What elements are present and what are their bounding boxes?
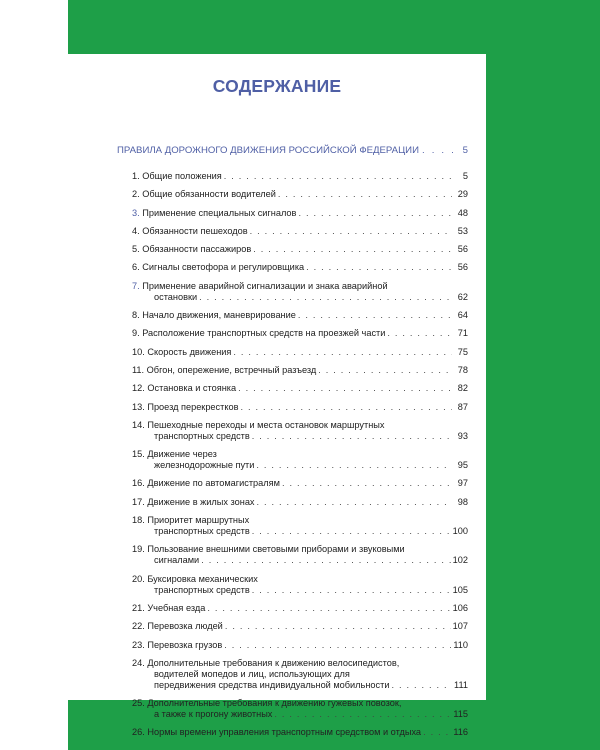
item-number: 5. xyxy=(132,244,140,255)
item-title-continuation: а также к прогону животных xyxy=(154,709,273,720)
item-page: 102 xyxy=(452,555,468,566)
item-title: Учебная езда xyxy=(147,602,206,613)
dot-leader xyxy=(257,497,452,508)
toc-item-17[interactable] xyxy=(132,497,468,508)
item-title: Перевозка людей xyxy=(147,621,223,632)
toc-item-11[interactable] xyxy=(132,365,468,376)
item-title-continuation: транспортных средств xyxy=(154,526,250,537)
toc-item-8[interactable] xyxy=(132,310,468,321)
dot-leader xyxy=(252,431,452,442)
item-page: 111 xyxy=(454,679,468,690)
item-title: Начало движения, маневрирование xyxy=(142,310,296,321)
green-frame-top xyxy=(68,0,486,54)
toc-item-5[interactable] xyxy=(132,244,468,255)
toc-section-heading[interactable] xyxy=(117,145,468,156)
dot-leader xyxy=(278,189,452,200)
dot-leader xyxy=(387,328,452,339)
item-number: 23. xyxy=(132,639,145,650)
item-title-continuation: водителей мопедов и лиц, использующих для xyxy=(154,668,350,679)
dot-leader xyxy=(238,383,452,394)
toc-item-25[interactable] xyxy=(132,698,468,720)
item-number: 21. xyxy=(132,602,145,613)
item-title: Расположение транспортных средств на проезжей части xyxy=(142,328,386,339)
item-number: 4. xyxy=(132,225,140,236)
dot-leader xyxy=(224,171,452,182)
dot-leader xyxy=(201,555,450,566)
dot-leader xyxy=(233,347,452,358)
item-title: Применение аварийной сигнализации и знака аварийной xyxy=(142,280,388,291)
dot-leader xyxy=(391,680,452,691)
dot-leader xyxy=(207,603,450,614)
dot-leader xyxy=(224,640,451,651)
toc-item-20[interactable] xyxy=(132,574,468,596)
toc-item-9[interactable] xyxy=(132,328,468,339)
item-number: 9. xyxy=(132,328,140,339)
toc-item-16[interactable] xyxy=(132,478,468,489)
item-number: 20. xyxy=(132,573,145,584)
dot-leader xyxy=(422,145,456,156)
item-number: 8. xyxy=(132,310,140,321)
item-page: 78 xyxy=(457,364,468,375)
item-title: Скорость движения xyxy=(147,346,232,357)
item-page: 56 xyxy=(457,262,468,273)
item-title: Общие обязанности водителей xyxy=(142,189,276,200)
dot-leader xyxy=(250,226,452,237)
toc-item-10[interactable] xyxy=(132,347,468,358)
toc-item-19[interactable] xyxy=(132,544,468,566)
item-page: 87 xyxy=(457,401,468,412)
item-title: Применение специальных сигналов xyxy=(142,207,297,218)
item-title: Нормы времени управления транспортным средством и отдыха xyxy=(147,727,422,738)
toc-item-3[interactable] xyxy=(132,208,468,219)
item-page: 106 xyxy=(452,602,468,613)
dot-leader xyxy=(253,244,452,255)
dot-leader xyxy=(423,727,451,738)
dot-leader xyxy=(199,292,452,303)
item-title: Общие положения xyxy=(142,171,222,181)
toc-item-14[interactable] xyxy=(132,420,468,442)
green-frame-right xyxy=(486,0,600,750)
dot-leader xyxy=(240,402,452,413)
dot-leader xyxy=(252,585,451,596)
item-number: 15. xyxy=(132,449,145,460)
item-number: 1. xyxy=(132,171,140,181)
item-page: 71 xyxy=(457,328,468,339)
toc-item-7[interactable] xyxy=(132,281,468,303)
item-number: 3. xyxy=(132,207,140,218)
item-title-continuation: сигналами xyxy=(154,555,200,566)
toc-item-22[interactable] xyxy=(132,621,468,632)
dot-leader xyxy=(282,478,452,489)
section-label: ПРАВИЛА ДОРОЖНОГО ДВИЖЕНИЯ РОССИЙСКОЙ ФЕДЕРАЦИИ xyxy=(117,145,419,156)
item-title: Дополнительные требования к движению гужевых повозок, xyxy=(147,698,402,709)
item-page: 56 xyxy=(457,244,468,255)
item-title: Буксировка механических xyxy=(147,573,258,584)
item-number: 7. xyxy=(132,280,140,291)
item-title: Движение через xyxy=(147,449,217,460)
item-number: 14. xyxy=(132,419,145,430)
dot-leader xyxy=(225,621,451,632)
item-page: 107 xyxy=(452,621,468,632)
item-number: 19. xyxy=(132,544,145,555)
item-number: 13. xyxy=(132,401,145,412)
dot-leader xyxy=(306,262,452,273)
item-title: Пешеходные переходы и места остановок маршрутных xyxy=(147,419,385,430)
item-page: 48 xyxy=(457,207,468,218)
item-title: Обгон, опережение, встречный разъезд xyxy=(146,364,317,375)
item-title: Приоритет маршрутных xyxy=(147,515,250,526)
item-title: Движение по автомагистралям xyxy=(147,478,280,489)
item-number: 16. xyxy=(132,478,145,489)
item-number: 24. xyxy=(132,657,145,668)
item-title-continuation: транспортных средств xyxy=(154,430,250,441)
toc-item-6[interactable] xyxy=(132,262,468,273)
item-page: 82 xyxy=(457,383,468,394)
item-page: 97 xyxy=(457,478,468,489)
item-page: 115 xyxy=(453,709,468,720)
item-page: 53 xyxy=(457,225,468,236)
toc-item-24[interactable] xyxy=(132,658,468,691)
item-page: 93 xyxy=(457,430,468,441)
item-title: Обязанности пешеходов xyxy=(142,225,248,236)
item-page: 62 xyxy=(457,291,468,302)
item-title-continuation: транспортных средств xyxy=(154,584,250,595)
item-number: 17. xyxy=(132,496,145,507)
item-number: 11. xyxy=(132,364,145,375)
toc-list xyxy=(132,171,468,746)
item-number: 22. xyxy=(132,621,145,632)
item-page: 5 xyxy=(462,171,468,181)
item-title: Перевозка грузов xyxy=(147,639,223,650)
toc-item-26[interactable] xyxy=(132,727,468,738)
toc-item-2[interactable] xyxy=(132,189,468,200)
item-title: Сигналы светофора и регулировщика xyxy=(142,262,305,273)
item-number: 10. xyxy=(132,346,145,357)
item-page: 98 xyxy=(457,496,468,507)
toc-item-18[interactable] xyxy=(132,515,468,537)
item-page: 100 xyxy=(452,526,468,537)
item-page: 95 xyxy=(457,460,468,471)
item-title: Дополнительные требования к движению велосипедистов, xyxy=(147,657,400,668)
dot-leader xyxy=(298,310,452,321)
item-title: Остановка и стоянка xyxy=(147,383,237,394)
toc-item-15[interactable] xyxy=(132,449,468,471)
page-title: СОДЕРЖАНИЕ xyxy=(212,76,342,96)
item-title: Движение в жилых зонах xyxy=(147,496,255,507)
item-title: Проезд перекрестков xyxy=(147,401,239,412)
item-page: 110 xyxy=(453,639,468,650)
item-title-continuation: железнодорожные пути xyxy=(154,460,255,471)
item-number: 18. xyxy=(132,515,145,526)
toc-item-13[interactable] xyxy=(132,402,468,413)
item-number: 12. xyxy=(132,383,145,394)
dot-leader xyxy=(252,526,451,537)
toc-item-1[interactable] xyxy=(132,171,468,182)
dot-leader xyxy=(256,460,452,471)
item-page: 105 xyxy=(452,584,468,595)
item-title-continuation: передвижения средства индивидуальной мобильности xyxy=(154,679,390,690)
item-page: 116 xyxy=(453,727,468,738)
item-title: Обязанности пассажиров xyxy=(142,244,252,255)
toc-item-23[interactable] xyxy=(132,640,468,651)
section-page: 5 xyxy=(462,145,468,156)
item-page: 75 xyxy=(457,346,468,357)
item-number: 26. xyxy=(132,727,145,738)
item-title-continuation: остановки xyxy=(154,291,198,302)
toc-item-21[interactable] xyxy=(132,603,468,614)
item-page: 29 xyxy=(457,189,468,200)
item-title: Пользование внешними световыми приборами и звуковыми xyxy=(147,544,405,555)
item-page: 64 xyxy=(457,310,468,321)
dot-leader xyxy=(318,365,452,376)
item-number: 25. xyxy=(132,698,145,709)
item-number: 6. xyxy=(132,262,140,273)
item-number: 2. xyxy=(132,189,140,200)
dot-leader xyxy=(274,709,451,720)
dot-leader xyxy=(298,208,452,219)
toc-item-12[interactable] xyxy=(132,383,468,394)
toc-item-4[interactable] xyxy=(132,226,468,237)
